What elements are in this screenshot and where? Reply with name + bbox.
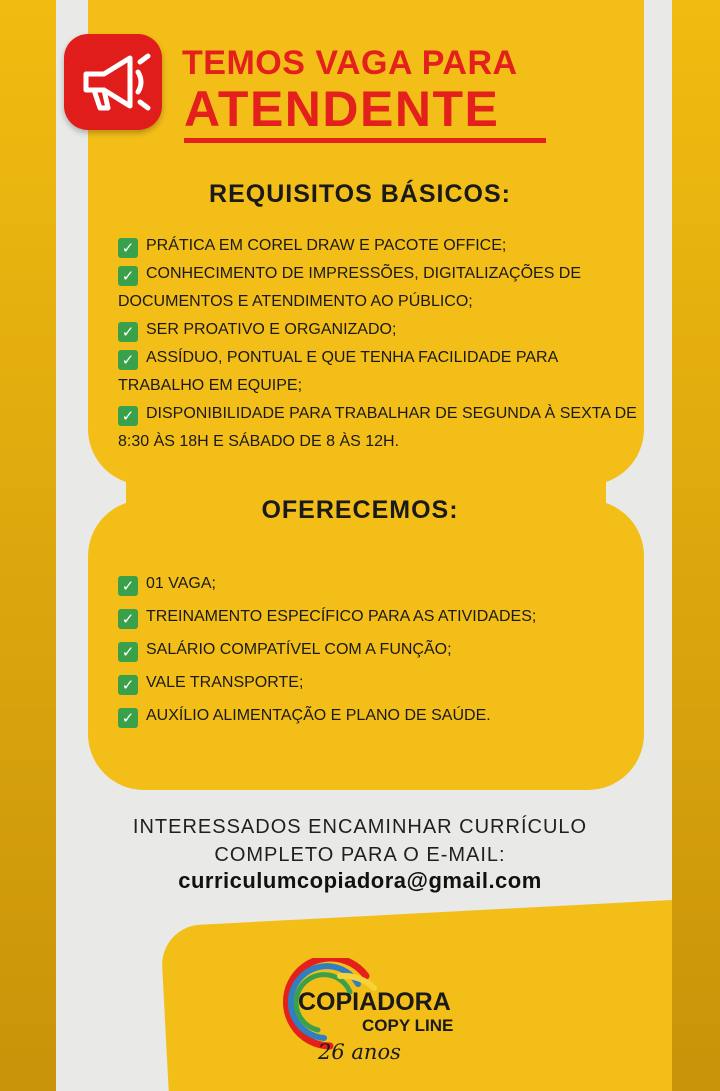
megaphone-badge (64, 34, 162, 130)
checkmark-icon: ✓ (118, 642, 138, 662)
brand-tagline: 26 anos (318, 1040, 401, 1064)
list-item: ✓ VALE TRANSPORTE; (118, 669, 638, 697)
email-link[interactable]: curriculumcopiadora@gmail.com (178, 868, 542, 893)
list-item: ✓ DISPONIBILIDADE PARA TRABALHAR DE SEGUNDA À SEXTA DE 8:30 ÀS 18H E SÁBADO DE 8 ÀS 12H. (118, 405, 637, 450)
right-border (672, 0, 720, 1091)
headline-underline (184, 138, 546, 143)
checkmark-icon: ✓ (118, 406, 138, 426)
checkmark-icon: ✓ (118, 708, 138, 728)
contact-line2: COMPLETO PARA O E-MAIL: (214, 844, 506, 866)
headline-line1: TEMOS VAGA PARA (182, 44, 518, 82)
checkmark-icon: ✓ (118, 576, 138, 596)
checkmark-icon: ✓ (118, 266, 138, 286)
requirements-heading: REQUISITOS BÁSICOS: (209, 180, 511, 208)
list-item: ✓ SALÁRIO COMPATÍVEL COM A FUNÇÃO; (118, 636, 638, 664)
requirements-list (118, 232, 638, 456)
checkmark-icon: ✓ (118, 675, 138, 695)
list-item: ✓ ASSÍDUO, PONTUAL E QUE TENHA FACILIDADE PARA TRABALHO EM EQUIPE; (118, 349, 558, 394)
list-item: ✓ AUXÍLIO ALIMENTAÇÃO E PLANO DE SAÚDE. (118, 702, 638, 730)
headline-line2: ATENDENTE (184, 81, 500, 137)
list-item: ✓ CONHECIMENTO DE IMPRESSÕES, DIGITALIZAÇÕES DE DOCUMENTOS E ATENDIMENTO AO PÚBLICO; (118, 265, 582, 310)
contact-line1: INTERESSADOS ENCAMINHAR CURRÍCULO (132, 816, 588, 838)
list-item: ✓ PRÁTICA EM COREL DRAW E PACOTE OFFICE; (118, 232, 638, 260)
list-item: ✓ SER PROATIVO E ORGANIZADO; (118, 316, 638, 344)
checkmark-icon: ✓ (118, 609, 138, 629)
list-item: ✓ TREINAMENTO ESPECÍFICO PARA AS ATIVIDADES; (118, 603, 638, 631)
offers-heading: OFERECEMOS: (261, 496, 459, 524)
left-border (0, 0, 56, 1091)
checkmark-icon: ✓ (118, 238, 138, 258)
brand-name: COPIADORA (298, 988, 451, 1016)
brand-subname: COPY LINE (362, 1016, 454, 1035)
checkmark-icon: ✓ (118, 322, 138, 342)
checkmark-icon: ✓ (118, 350, 138, 370)
list-item: ✓ 01 VAGA; (118, 570, 638, 598)
poster-background (56, 0, 672, 1091)
offers-list (118, 570, 638, 735)
megaphone-icon (64, 34, 162, 130)
